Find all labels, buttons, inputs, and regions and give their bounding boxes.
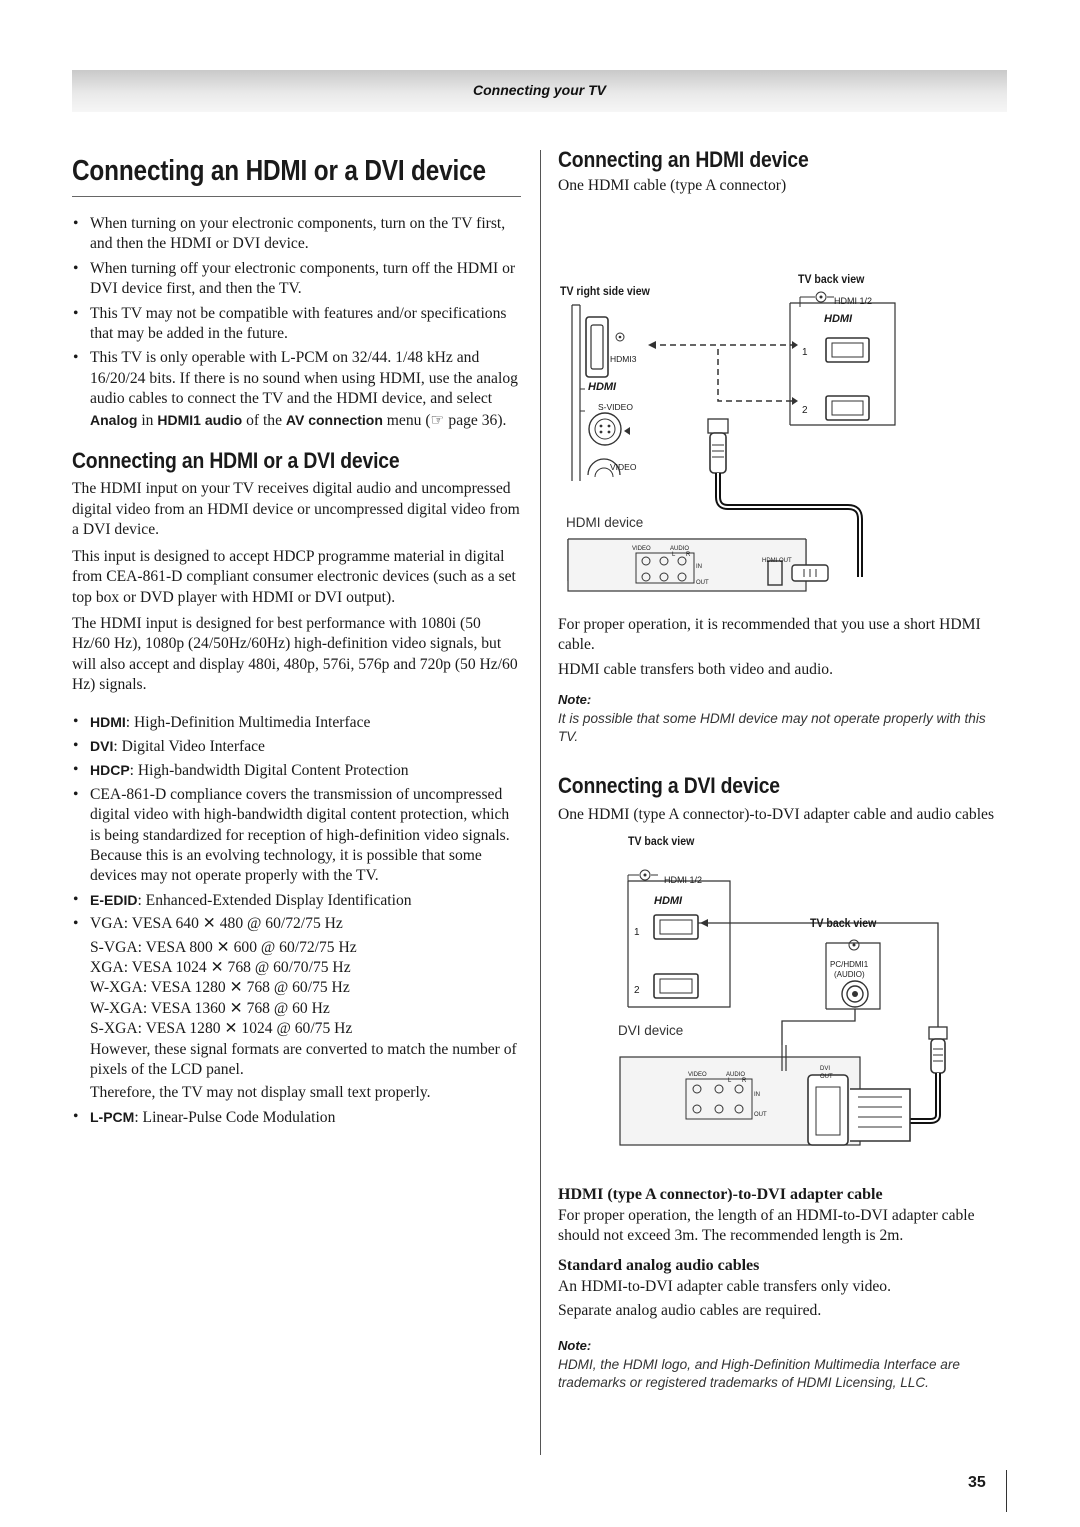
hdmi-device-box [558, 539, 1008, 595]
device-r-label: R [686, 551, 691, 558]
hdmi-logo: HDMI [588, 380, 617, 393]
section-title-dvi-device: Connecting a DVI device [558, 773, 780, 799]
hdmi12-label: HDMI 1/2 [664, 875, 703, 886]
page-number: 35 [968, 1474, 986, 1491]
pc-hdmi1-label: PC/HDMI1 [830, 960, 869, 970]
port-number: 2 [802, 404, 808, 416]
device-in-label: IN [754, 1092, 760, 1099]
vesa-item [72, 914, 521, 1104]
lpcm-text: This TV is only operable with L-PCM on 32/44. 1/48 kHz and 16/20/24 bits. If there is no sound when using HDMI, use the analog audio cables to connect the TV and the HDMI device, and select [90, 349, 518, 408]
device-audio-label: AUDIO [726, 1072, 746, 1079]
av-connection-term: AV connection [285, 411, 383, 428]
port-number: 1 [634, 927, 640, 939]
paragraph: For proper operation, the length of an HDMI-to-DVI adapter cable should not exceed 3m. The recommended length is 2m. [558, 1206, 975, 1245]
however-text: However, these signal formats are converted to match the number of pixels of the LCD panel. [90, 1040, 517, 1079]
page-number-rule [1006, 1470, 1007, 1512]
section-title-hdmi-dvi: Connecting an HDMI or a DVI device [72, 448, 400, 474]
definition-text: : Linear-Pulse Code Modulation [134, 1108, 336, 1126]
paragraph: HDMI cable transfers both video and audio. [558, 660, 833, 678]
dvi-cable-spec: One HDMI (type A connector)-to-DVI adapter cable and audio cables [558, 805, 995, 823]
video-label: VIDEO [610, 461, 637, 472]
definition-text: : High-Definition Multimedia Interface [125, 713, 371, 731]
definition-term: E-EDID [90, 891, 138, 908]
device-r-label: R [742, 1078, 747, 1085]
hdmi-connection-diagram [558, 201, 1008, 581]
device-out-label: OUT [696, 579, 709, 586]
page-ref-text: page 36). [444, 411, 507, 429]
note-label: Note: [558, 692, 592, 708]
lpcm-bullet [72, 348, 521, 431]
dvi-diagram-art [558, 831, 1008, 1177]
note-text: It is possible that some HDMI device may not operate properly with this TV. [558, 711, 986, 745]
device-l-label: L [728, 1078, 732, 1085]
hdmi1-audio-term: HDMI1 audio [157, 411, 243, 428]
vesa-line: S-XGA: VESA 1280 ✕ 1024 @ 60/75 Hz [90, 1020, 353, 1038]
intro-bullet: • When turning on your electronic components, turn on the TV first, and then the HDMI or DVI device. [72, 214, 521, 255]
hdmi3-label: HDMI3 [610, 353, 637, 364]
hdmi-logo: HDMI [824, 312, 853, 325]
menu-ref: menu ( [382, 411, 431, 429]
dvi-device-label: DVI device [618, 1023, 684, 1039]
section-title-hdmi-device: Connecting an HDMI device [558, 147, 809, 172]
right-column [558, 147, 1008, 1392]
hdmi-out-label: HDMI OUT [762, 557, 792, 564]
vesa-line: XGA: VESA 1024 ✕ 768 @ 60/70/75 Hz [90, 959, 351, 976]
definition-item [72, 890, 521, 911]
definition-term: L-PCM [90, 1108, 135, 1125]
definition-item [72, 760, 521, 781]
paragraph: The HDMI input on your TV receives digital audio and uncompressed digital video from an HDMI device or uncompressed digital video from a DVI device. [72, 480, 520, 539]
tv-back-view-label: TV back view [798, 271, 865, 286]
dvi-label: DVI [820, 1066, 831, 1073]
definition-text: : High-bandwidth Digital Content Protection [129, 762, 409, 780]
port-number: 1 [802, 346, 808, 358]
therefore-text: Therefore, the TV may not display small text properly. [90, 1084, 431, 1102]
definition-text: : Digital Video Interface [113, 737, 265, 755]
column-divider [540, 150, 541, 1455]
device-out-label: OUT [754, 1112, 767, 1119]
paragraph: Separate analog audio cables are required. [558, 1302, 822, 1320]
note-text: HDMI, the HDMI logo, and High-Definition Multimedia Interface are trademarks or registered trademarks of HDMI Licensing, LLC. [558, 1357, 960, 1391]
vesa-line: • VGA: VESA 640 ✕ 480 @ 60/72/75 Hz [90, 915, 343, 933]
left-column [72, 214, 521, 1131]
paragraph: An HDMI-to-DVI adapter cable transfers only video. [558, 1277, 891, 1295]
running-header-text: Connecting your TV [473, 82, 606, 98]
running-header [72, 70, 1007, 112]
paragraph: This input is designed to accept HDCP programme material in digital from CEA-861-D compliant consumer electronic devices (such as a set top box or DVD player with HDMI or DVI output). [72, 547, 516, 606]
hdmi-cable-spec: One HDMI cable (type A connector) [558, 177, 787, 195]
definition-item [72, 1107, 521, 1128]
device-video-label: VIDEO [632, 545, 651, 552]
tv-back-view-label: TV back view [628, 834, 695, 849]
page-ref-icon: ☞ [430, 411, 445, 429]
definition-term: HDCP [90, 762, 130, 779]
cea-bullet: • CEA-861-D compliance covers the transmission of uncompressed digital video with high-bandwidth digital content protection, which is being standardized for reception of high-definition video signals. Because this is an evolving technology, it is possible that some devices may not operate properly with the TV. [72, 785, 521, 887]
definition-text: : Enhanced-Extended Display Identification [137, 891, 412, 909]
hdmi-device-label: HDMI device [566, 514, 644, 530]
hdmi12-label: HDMI 1/2 [834, 295, 873, 306]
svideo-label: S-VIDEO [598, 401, 633, 412]
subsection-title-audio: Standard analog audio cables [558, 1257, 760, 1275]
subsection-title-adapter: HDMI (type A connector)-to-DVI adapter cable [558, 1186, 883, 1204]
analog-term: Analog [90, 411, 138, 428]
vesa-line: S-VGA: VESA 800 ✕ 600 @ 60/72/75 Hz [90, 938, 357, 956]
definition-item [72, 712, 521, 733]
definition-term: DVI [90, 737, 114, 754]
definition-list [72, 712, 521, 1129]
device-audio-label: AUDIO [670, 545, 690, 552]
definition-item [72, 736, 521, 757]
intro-bullet-list [72, 214, 521, 431]
page-title: Connecting an HDMI or a DVI device [72, 155, 486, 187]
intro-bullet: • When turning off your electronic components, turn off the HDMI or DVI device first, and then the TV. [72, 259, 521, 300]
intro-bullet: • This TV may not be compatible with features and/or specifications that may be added in the future. [72, 304, 521, 345]
title-rule [72, 196, 521, 197]
hdmi-logo: HDMI [654, 895, 683, 908]
port-number: 2 [634, 985, 640, 997]
lpcm-connector: in [137, 411, 158, 429]
paragraph: The HDMI input is designed for best performance with 1080i (50 Hz/60 Hz), 1080p (24/50Hz/60Hz) high-definition video signals, but will also accept and display 480i, 480p, 576i, 576p and 720p (50 Hz/60 Hz) signals. [72, 614, 518, 694]
definition-term: HDMI [90, 713, 126, 730]
paragraph: For proper operation, it is recommended that you use a short HDMI cable. [558, 615, 981, 654]
vesa-line: W-XGA: VESA 1360 ✕ 768 @ 60 Hz [90, 999, 330, 1017]
vesa-line: W-XGA: VESA 1280 ✕ 768 @ 60/75 Hz [90, 979, 350, 997]
device-l-label: L [672, 551, 676, 558]
audio-label: (AUDIO) [834, 970, 865, 980]
dvi-out-label: OUT [820, 1074, 833, 1081]
note-label: Note: [558, 1337, 592, 1353]
tv-back-view-label: TV back view [810, 916, 877, 931]
lpcm-connector: of the [242, 411, 286, 429]
device-in-label: IN [696, 563, 702, 570]
dvi-connection-diagram [558, 831, 1008, 1177]
device-video-label: VIDEO [688, 1072, 707, 1079]
tv-right-side-view-label: TV right side view [560, 283, 650, 298]
